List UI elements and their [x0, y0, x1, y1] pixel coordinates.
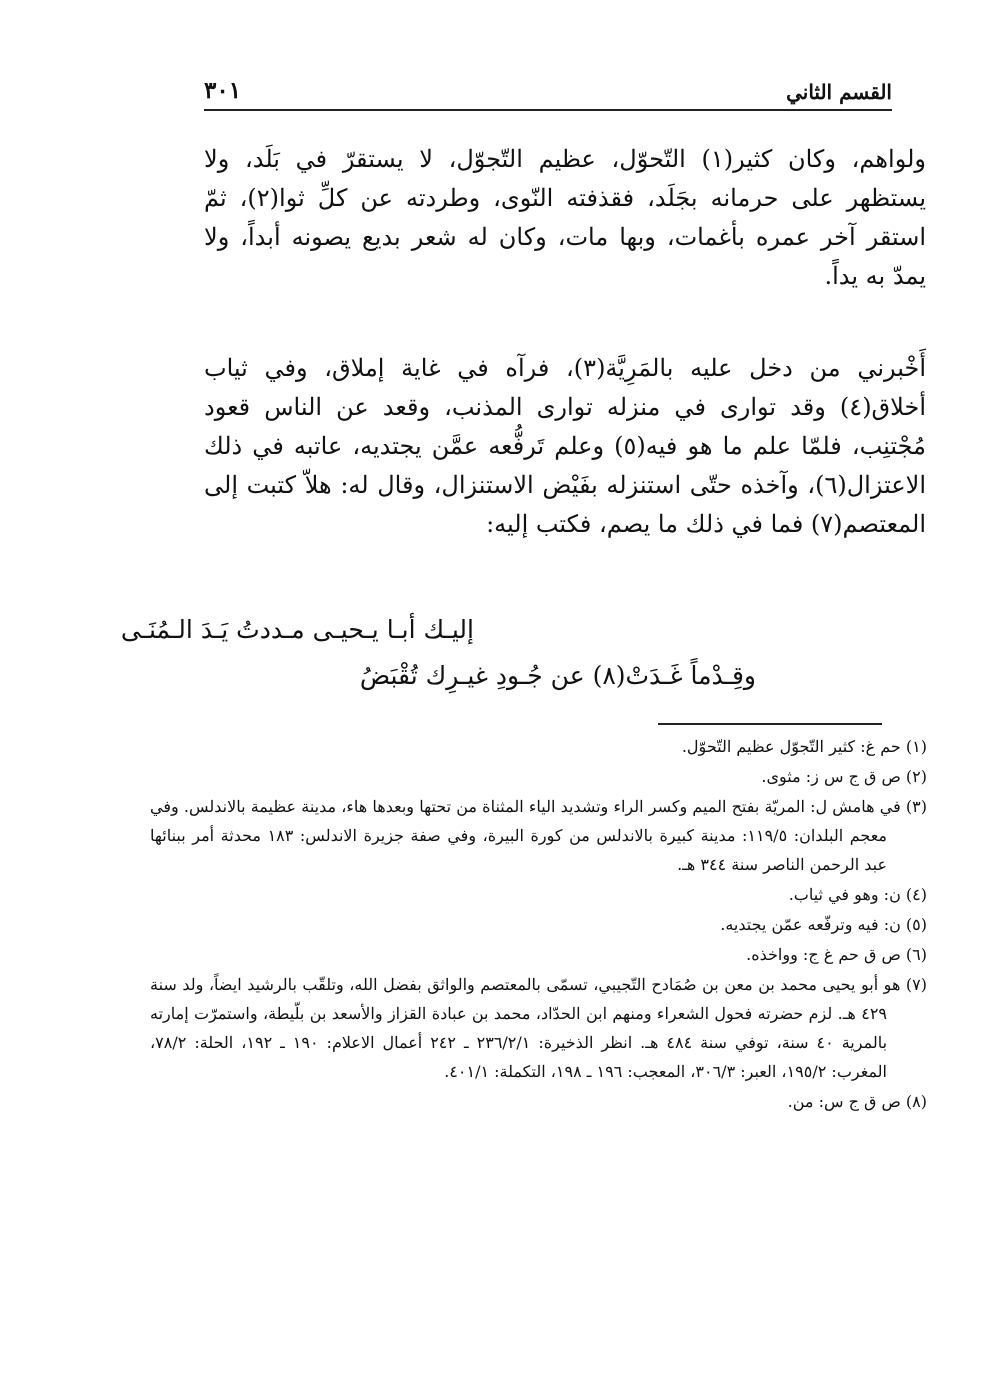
- footnote-7: (٧) هو أبو يحيى محمد بن معن بن صُمَادح التّجيبي، تسمّى بالمعتصم والواثق بفضل الله، وتلقّب بالرشيد ايضاً، ولد سنة ٤٢٩ هـ. لزم حضرته فحول الشعراء ومنهم ابن الحدّاد، محمد بن عبادة القزاز والأسعد بن بلّيطة، واستمرّت إمارته بالمرية ٤٠ سنة، توفي سنة ٤٨٤ هـ. انظر الذخيرة: ٢٣٦/٢/١ ـ ٢٤٢ أعمال الاعلام: ١٩٠ ـ ١٩٢، الحلة: ٧٨/٢، المغرب: ١٩٥/٢، العبر: ٣٠٦/٣، المعجب: ١٩٦ ـ ١٩٨، التكملة: ٤٠١/١.: [150, 975, 927, 1081]
- footnotes-list: [150, 732, 927, 1117]
- section-title: القسم الثاني: [786, 80, 892, 104]
- verse-second-hemistich: وقِـدْماً غَـدَتْ(٨) عن جُـودِ غيـرِك تُقْبَضُ: [359, 661, 756, 690]
- header-divider: [204, 109, 892, 111]
- footnote-1: (١) حم غ: كثير التّجوّل عظيم التّحوّل.: [681, 737, 927, 756]
- footnote-5: (٥) ن: فيه وترفّعه عمّن يجتديه.: [720, 915, 927, 934]
- verse-first-hemistich: إليـك أبـا يـحيـى مـددتُ يَـدَ الـمُنَـى: [120, 615, 474, 644]
- paragraph-2: أَخْبرني من دخل عليه بالمَرِيَّة(٣)، فرآه في غاية إملاق، وفي ثياب أخلاق(٤) وقد توارى في منزله توارى المذنب، وقعد عن الناس قعود مُجْتنِب، فلمّا علم ما هو فيه(٥) وعلم تَرفُّعه عمَّن يجتديه، عاتبه في ذلك الاعتزال(٦)، وآخذه حتّى استنزله بفَيْض الاستنزال، وقال له: هلاّ كتبت إلى المعتصم(٧) فما في ذلك ما يصم، فكتب إليه:: [204, 354, 927, 538]
- page-number: ٣٠١: [204, 77, 242, 104]
- footnote-8: (٨) ص ق ج س: من.: [787, 1092, 927, 1111]
- footnote-6: (٦) ص ق حم غ ج: وواخذه.: [746, 945, 927, 964]
- paragraph-1: ولواهم، وكان كثير(١) التّحوّل، عظيم التّجوّل، لا يستقرّ في بَلَد، ولا يستظهر على حرمانه بجَلَد، فقذفته النّوى، وطردته عن كلِّ ثوا(٢)، ثمّ استقر آخر عمره بأغمات، وبها مات، وكان له شعر بديع يصونه أبداً، ولا يمدّ به يداً.: [204, 145, 927, 290]
- footnote-2: (٢) ص ق ج س ز: مثوى.: [761, 767, 927, 786]
- page-header: [204, 70, 892, 104]
- footnote-4: (٤) ن: وهو في ثياب.: [788, 885, 927, 904]
- footnote-3: (٣) في هامش ل: المريّة بفتح الميم وكسر الراء وتشديد الياء المثناة من تحتها وبعدها هاء، مدينة عظيمة بالاندلس. وفي معجم البلدان: ١١٩/٥: مدينة كبيرة بالاندلس من كورة البيرة، وفي صفة جزيرة الاندلس: ١٨٣ محدثة أمر ببنائها عبد الرحمن الناصر سنة ٣٤٤ هـ.: [150, 797, 927, 874]
- footnote-divider: [658, 723, 882, 725]
